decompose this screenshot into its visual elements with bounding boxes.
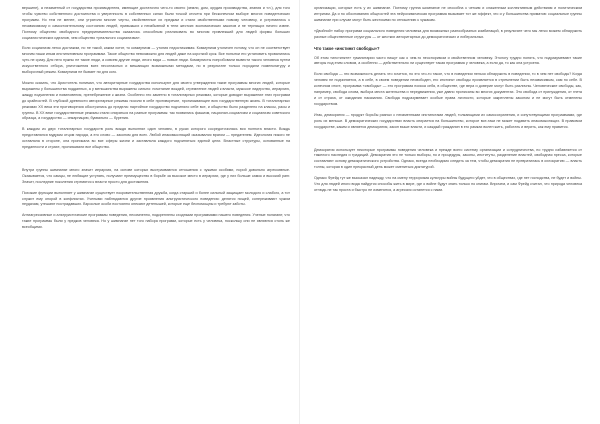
left-paragraph-3: Можно сказать, что Аристотель понимал, что авторитарные государства используют для своего утверждения такие программы многих людей, которые выражены у большинства подданных, а у меньшинства выражены сильно: почитание вождей, стремление людей к власти, мужское лидерство, иерархию, жажду подчинения и повиновения, пренебрежение к жизни. Особенно это заметно в тоталитарных режимах, которые доводят выражение этих программ до крайностей. В глубокой древности авторитарные режимы носили в себе противоречие, пронизывающее всю государственную жизнь. В тоталитарных режимах XX века эти противоречия обострились до предела: партийное государство подчиняло себе все, и общество было разделено на классы, расы и группы. В XX веке государственные режимы стали опираться на разные программы: так появились фашизм, национал-социализм и социализм советского образца, а государство — инкарнацию, буквально — бурения. bbox=[22, 80, 290, 121]
left-paragraph-1: вершине), а незаметный от государства производителя, имеющие достаточно чего-то своего (земли, дом, орудия производства, знания и т.п.), для того чтобы чувство собственного достоинства и уверенность в собственных силах были точкой отсчета при бесконечном выборе многих поведенческих программ. Но тем не менее, они утратили многие черты, свойственные их предкам и стали свойственными новому человеку, и устремились к независимому и самостоятельному состоянию людей, привыкших к неизбывной в тени жестких экономических законов и не терпящих ничего извне. Поэтому общество свободного предпринимательства оказалось способным реализовать во многом привлекший для людей формы больших социалистических идеалов, чем общество «реального социализма». bbox=[22, 6, 290, 40]
section-spacer bbox=[22, 156, 290, 168]
right-column bbox=[300, 0, 600, 424]
section-spacer bbox=[314, 136, 582, 148]
right-paragraph-2: «Двойной» набор программ социального поведения человека для возможных разнообразных комбинаций, в результате чего мы легко можем обнаружить разные общественные структуры — от жестких авторитарных до демократических и либеральных. bbox=[314, 28, 582, 39]
right-paragraph-5: Итак, демократия — продукт борьбы разных с неизменными инстинктами людей, толкающими их самосохранения, и сопутствующими программами, где роль их меньше. В демократических государствах власть опирается на большинство, которое все-таки не может подавить инакомыслящих. В правовом государстве, каким и является демократия, закон выше власти, и каждый гражданин в его рамках волен жить, работать и верить, как ему нравится. bbox=[314, 112, 582, 129]
left-paragraph-7: Антиагрессивные и альтруистические программы поведения, несомненно, подкреплены сходными программами нашего поведения. Ученые полагают, что такие программы были у предков человека. Но у шимпанзе нет того набора программ, которые есть у человека, поскольку они не являются столь же всеобщими. bbox=[22, 213, 290, 230]
section-heading: Что такое «инстинкт свободы»? bbox=[314, 45, 380, 51]
left-paragraph-4: В каждом из двух тоталитарных государств роль вождя выполнял один человек, в руках которого сосредоточилась вся полнота власти. Вождь представлялся мудрым отцом народа, а его слово — законом для всех. Любой инакомыслящий оказывался врагом — предателем. Идеология никого не оставляла в стороне, она проникала во все сферы жизни и заставляла каждого подчиняться единой цели. Властные структуры, основанные на преданности и страхе, пронизывали все общество. bbox=[22, 127, 290, 150]
left-paragraph-6: Похожие функции выполняет у шимпанзе существует покровительственная дружба, когда старший и более сильный защищает молодого и слабого, а тот служит ему опорой в конфликтах. Учеными наблюдаются другие проявления альтруистического поведения: делятся пищей, сопереживают чужим неудачам, утешают пострадавших. Взрослые особи постоянно опекают детенышей, которые еще беспомощны и требуют заботы. bbox=[22, 190, 290, 207]
right-paragraph-1: организации, которые есть у их шимпанзе. Поэтому группа шимпанзе не способна к четким и слаженным коллективным действиям и политическим интригам. Да и по обоснованию общностей эта нейрохимическая программа вызывает тот же эффект, что и у большинства приматов: социальные группы шимпанзе при случае могут быть жестокими по отношению к чужакам. bbox=[314, 6, 582, 22]
left-paragraph-5: Внутри группы шимпанзе много значит иерархия, на основе которых выстраиваются отношения с чужими особями, порой довольно агрессивные. Оказывается, что самцы, не любящие уступать, получают преимущество в борьбе за высокое место в иерархии, где у них больше самок и высокий ранг. Значит, последние поколения стремятся к власти просто для достижения. bbox=[22, 167, 290, 184]
left-paragraph-2: Если социализм легко достижим, но не такой, каким хотят, то коммунизм — утопия недостижимая. Коммунизм утопичен потому, что он не соответствует многим наши иным инстинктивным программам. Такое общество невозможно для людей даже на короткий срок. Все попытки его установить провалились чуть не сразу. Для него нужны не такие люди, а совсем другие люди, иного вида — новые люди. Коммунисты попробовали вывести такого человека путем искусственного отбора, уничтожения всех несогласных и мешающих возможными методами, но в результате только породили номенклатуру и выборочный режим. Коммунизм не бывает ни для кого. bbox=[22, 46, 290, 75]
right-paragraph-3: Об этом «инстинкте» гуманитарии часто пишут как о чем-то неоспоримом и свойственном человеку. Этологу трудно понять, что подразумевают такие авторы под этим словом, а особенно — действительно ли существует такая программа у человека, а если да, то как она устроена. bbox=[314, 55, 582, 66]
right-paragraph-4: Если свобода — это возможность делать что хочется, но это что-то такое, что в поведении нельзя обнаружить в поведении, то в чем нет свободы? Когда человек не подчиняется, а в себе, в своем поведении несвободен, его инстинкт свободы проявляется в стремлении быть независимым, сам по себе. В конечном итоге, программа «свободы» — это программа поиска себя, в обществе, где вера и доверие могут быть различны. Человеческие свободы, как, например, свобода слова, выбора места жительства и передвижения, уже давно прописаны во многих документах. Это свобода от принуждения, от гнета и от страха, от ожидания наказания. Свобода подразумевает особые права личности, которые закреплены законом и не могут быть отменены государством. bbox=[314, 72, 582, 106]
right-paragraph-6: Демократия использует некоторые программы поведения человека и прежде всего систему организации и сотрудничества, но трудно избавляется от тяжелого наследия и традиций. Демократия это не только выборы, но и процедуры, законы, институты, разделение властей, свободная пресса, которые составляют основу демократического устройства. Однако, всегда необходимо следить за тем, чтобы демократия не превратилась в охлократию — власть толпы, которая в один прекрасный день может смениться диктатурой. bbox=[314, 147, 582, 170]
right-paragraph-7: Однако Фрейд тут же высказал надежду, что на смену терроризма культуры войны будущего уйдет, что в обществах, где нет господства, не будет и войны. Что для людей иного вида найдутся способы жить в мире, где о войне будут знать только по книгам. Впрочем, и сам Фрейд считал, что природа человека отнюдь не так проста и быстро не изменится, а агрессия останется с нами. bbox=[314, 176, 582, 192]
